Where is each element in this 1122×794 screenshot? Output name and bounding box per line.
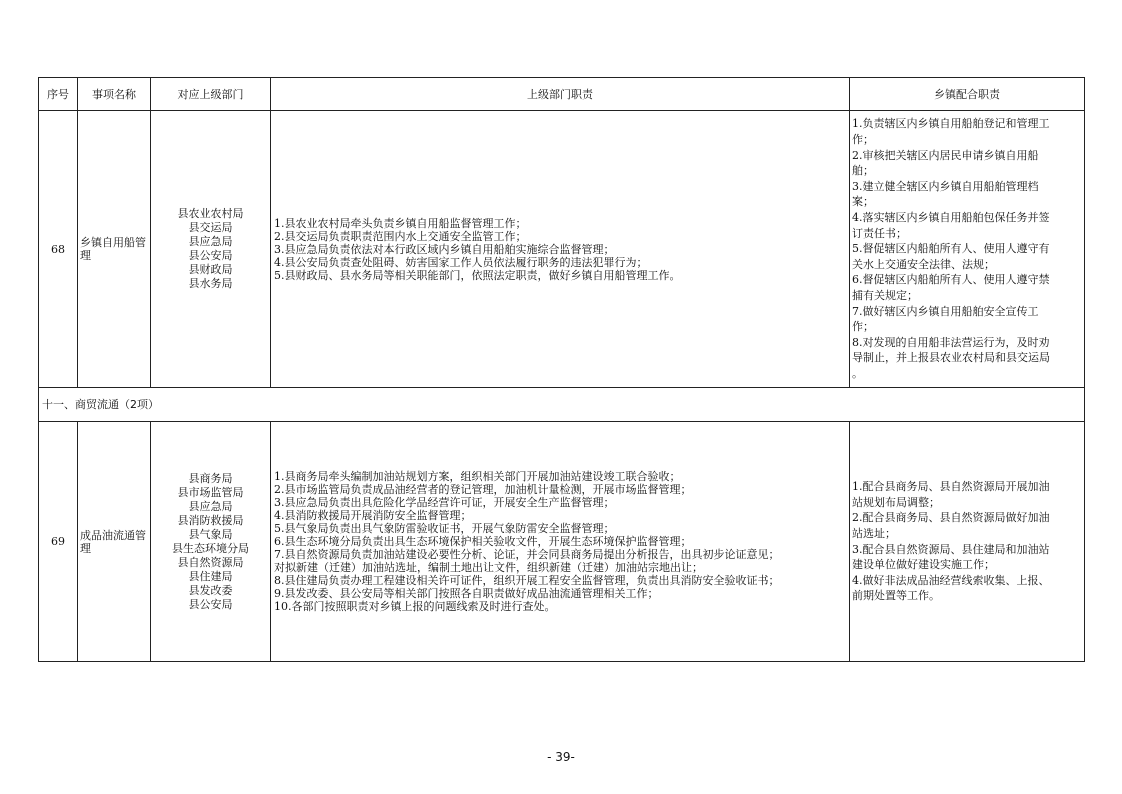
- superior-duty-list: [271, 111, 850, 388]
- duty-line: 7.做好辖区内乡镇自用船舶安全宣传工: [852, 304, 1039, 318]
- town-duty-list: [850, 422, 1085, 662]
- duty-line: 5.县财政局、县水务局等相关职能部门，依照法定职责，做好乡镇自用船管理工作。: [274, 268, 681, 282]
- department: 县公安局: [188, 249, 233, 262]
- duty-line: 4.落实辖区内乡镇自用船舶包保任务并签: [852, 211, 1050, 225]
- duty-line: 导制止，并上报县农业农村局和县交运局: [852, 351, 1050, 365]
- department: 县自然资源局: [177, 555, 244, 569]
- item-name: 成品油流通管理: [78, 422, 151, 662]
- duty-line: 站选址；: [852, 526, 896, 540]
- item-name: 乡镇自用船管理: [78, 111, 151, 388]
- department: 县住建局: [188, 569, 233, 583]
- section-title: 十一、商贸流通（2项）: [39, 388, 1085, 422]
- duty-line: 8.县住建局负责办理工程建设相关许可证件，组织开展工程安全监督管理，负责出具消防安全验收证书；: [274, 574, 780, 587]
- duty-line: 1.县商务局牵头编制加油站规划方案，组织相关部门开展加油站建设竣工联合验收；: [274, 470, 681, 483]
- department: 县应急局: [188, 499, 233, 513]
- duty-line: 站规划布局调整；: [852, 495, 940, 509]
- duty-line: 4.县公安局负责查处阻碍、妨害国家工作人员依法履行职务的违法犯罪行为；: [274, 255, 648, 269]
- duty-line: 案；: [852, 195, 874, 209]
- department: 县商务局: [188, 471, 233, 485]
- duty-line: 1.配合县商务局、县自然资源局开展加油: [852, 480, 1050, 494]
- department-list: [151, 111, 271, 388]
- department: 县交运局: [188, 221, 233, 234]
- duty-line: 。: [852, 366, 863, 380]
- department-list: [151, 422, 271, 662]
- duty-line: 3.县应急局负责依法对本行政区域内乡镇自用船舶实施综合监督管理；: [274, 242, 615, 256]
- department: 县农业农村局: [177, 207, 244, 220]
- duty-line: 舶；: [852, 164, 874, 178]
- duty-line: 订责任书；: [852, 226, 907, 240]
- duty-line: 5.督促辖区内船舶所有人、使用人遵守有: [852, 242, 1050, 256]
- duty-line: 3.配合县自然资源局、县住建局和加油站: [852, 542, 1050, 556]
- header-superior-duties: 上级部门职责: [271, 78, 850, 111]
- department: 县公安局: [188, 597, 233, 611]
- duty-line: 10.各部门按照职责对乡镇上报的问题线索及时进行查处。: [274, 600, 556, 613]
- section-row: [39, 388, 1085, 422]
- duty-line: 建设单位做好建设实施工作；: [852, 558, 995, 572]
- duty-line: 作；: [852, 320, 874, 334]
- header-town-duties: 乡镇配合职责: [850, 78, 1085, 111]
- duty-line: 9.县发改委、县公安局等相关部门按照各自职责做好成品油流通管理相关工作；: [274, 587, 659, 600]
- header-superior-dept: 对应上级部门: [151, 78, 271, 111]
- duty-line: 4.县消防救援局开展消防安全监督管理；: [274, 509, 472, 522]
- row-number: 69: [39, 422, 78, 662]
- duty-line: 1.负责辖区内乡镇自用船舶登记和管理工: [852, 117, 1050, 131]
- superior-duty-list: [271, 422, 850, 662]
- duty-line: 前期处置等工作。: [852, 589, 940, 603]
- duty-line: 5.县气象局负责出具气象防雷验收证书，开展气象防雷安全监督管理；: [274, 522, 615, 535]
- duty-table: [38, 77, 1085, 662]
- duty-line: 捕有关规定；: [852, 288, 918, 302]
- duty-line: 2.审核把关辖区内居民申请乡镇自用船: [852, 148, 1039, 162]
- table-row: [39, 422, 1085, 662]
- duty-line: 4.做好非法成品油经营线索收集、上报、: [852, 573, 1050, 587]
- duty-line: 6.督促辖区内船舶所有人、使用人遵守禁: [852, 273, 1050, 287]
- department: 县发改委: [188, 583, 233, 597]
- department: 县应急局: [188, 235, 233, 248]
- table-row: [39, 111, 1085, 388]
- department: 县财政局: [188, 263, 233, 276]
- duty-line: 对拟新建（迁建）加油站选址，编制土地出让文件，组织新建（迁建）加油站宗地出让；: [274, 561, 703, 574]
- header-seq: 序号: [39, 78, 78, 111]
- duty-line: 关水上交通安全法律、法规；: [852, 257, 995, 271]
- department: 县消防救援局: [177, 513, 244, 527]
- duty-line: 2.县市场监管局负责成品油经营者的登记管理，加油机计量检测，开展市场监督管理；: [274, 483, 692, 496]
- header-item-name: 事项名称: [78, 78, 151, 111]
- header-row: [39, 78, 1085, 111]
- page-number: - 39-: [547, 750, 575, 764]
- town-duty-list: [850, 111, 1085, 388]
- department: 县市场监管局: [177, 485, 244, 499]
- duty-line: 7.县自然资源局负责加油站建设必要性分析、论证，并会同县商务局提出分析报告，出具初步论证意见；: [274, 548, 780, 561]
- department: 县生态环境分局: [172, 541, 249, 555]
- duty-line: 3.县应急局负责出具危险化学品经营许可证，开展安全生产监督管理；: [274, 496, 615, 509]
- department: 县气象局: [188, 527, 233, 541]
- duty-line: 3.建立健全辖区内乡镇自用船舶管理档: [852, 179, 1039, 193]
- duty-line: 1.县农业农村局牵头负责乡镇自用船监督管理工作；: [274, 216, 527, 230]
- duty-line: 8.对发现的自用船非法营运行为，及时劝: [852, 335, 1050, 349]
- duty-line: 2.县交运局负责职责范围内水上交通安全监管工作；: [274, 229, 527, 243]
- row-number: 68: [39, 111, 78, 388]
- duty-line: 2.配合县商务局、县自然资源局做好加油: [852, 511, 1050, 525]
- duty-line: 作；: [852, 133, 874, 147]
- department: 县水务局: [188, 277, 233, 290]
- duty-line: 6.县生态环境分局负责出具生态环境保护相关验收文件，开展生态环境保护监督管理；: [274, 535, 692, 548]
